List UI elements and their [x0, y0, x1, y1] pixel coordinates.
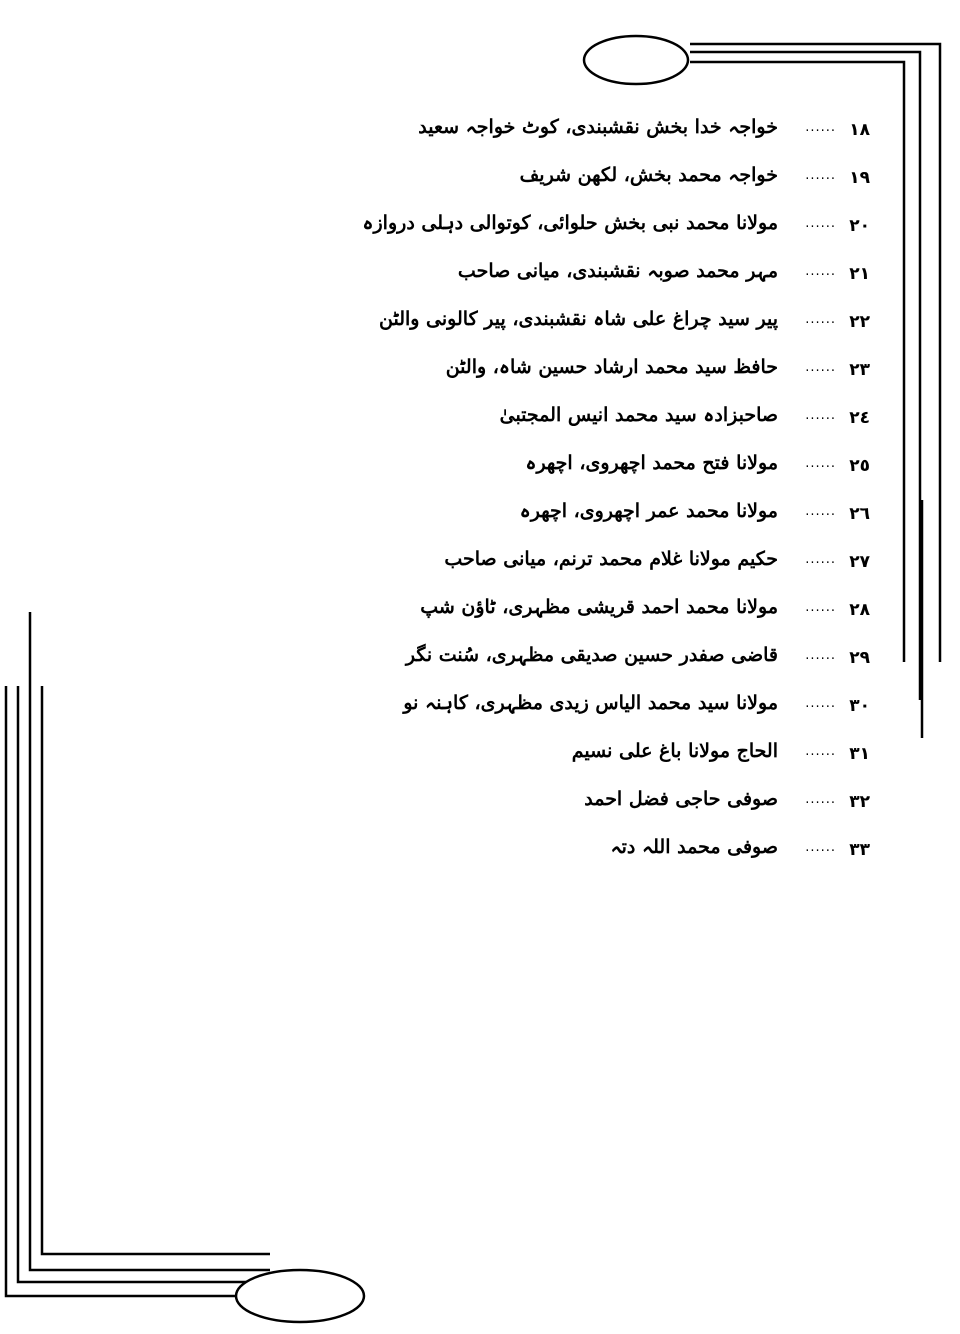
toc-entry-number: ٢٠	[849, 216, 870, 236]
bottom-left-corner-ornament	[6, 612, 364, 1322]
toc-entry	[430, 350, 870, 398]
toc-entry	[418, 110, 870, 158]
toc-dot-leader: ......	[805, 456, 836, 471]
toc-entry-number: ٢٣	[849, 360, 870, 380]
toc-dot-leader: ......	[805, 840, 836, 855]
toc-entry-number: ٣٢	[849, 792, 870, 812]
toc-entry-title: قاضی صفدر حسین صدیقی مظہری، سُنت نگر	[405, 644, 778, 666]
toc-entry-number: ٢٧	[849, 552, 870, 572]
toc-entry-title: خواجہ محمد بخش، لکھن شریف	[519, 164, 778, 186]
toc-entry	[430, 542, 870, 590]
toc-entry-title: مولانا محمد نبی بخش حلوائی، کوتوالی دہلی دروازہ	[362, 212, 778, 234]
toc-entry-number: ٢٦	[849, 504, 870, 524]
toc-entry	[405, 638, 870, 686]
toc-entry-number: ١٨	[849, 120, 870, 140]
toc-entry-number: ٢١	[849, 264, 870, 284]
toc-dot-leader: ......	[805, 648, 836, 663]
toc-entry-number: ٢٤	[849, 408, 870, 428]
toc-entry	[362, 206, 870, 254]
toc-entry-title: حکیم مولانا غلام محمد ترنم، میانی صاحب	[444, 548, 778, 570]
toc-entry	[430, 830, 870, 878]
toc-entry-title: حافظ سید محمد ارشاد حسین شاہ، والٹن	[445, 356, 778, 378]
toc-entry	[430, 494, 870, 542]
toc-entry-title: صوفی حاجی فضل احمد	[584, 788, 778, 810]
toc-dot-leader: ......	[805, 792, 836, 807]
toc-dot-leader: ......	[805, 600, 836, 615]
toc-entry	[379, 302, 870, 350]
toc-dot-leader: ......	[805, 360, 836, 375]
toc-entry-number: ٣١	[849, 744, 870, 764]
toc-entry-title: خواجہ خدا بخش نقشبندی، کوٹ خواجہ سعید	[418, 116, 778, 138]
toc-dot-leader: ......	[805, 312, 836, 327]
toc-entry-title: الحاج مولانا باغ علی نسیم	[571, 740, 778, 762]
toc-dot-leader: ......	[805, 408, 836, 423]
toc-entry-title: مولانا فتح محمد اچھروی، اچھرہ	[525, 452, 778, 474]
toc-entry	[430, 446, 870, 494]
toc-entry-number: ٢٨	[849, 600, 870, 620]
toc-dot-leader: ......	[805, 120, 836, 135]
toc-entry-number: ٢٢	[849, 312, 870, 332]
toc-entry-number: ٣٠	[849, 696, 870, 716]
toc-entry-number: ١٩	[849, 168, 870, 188]
toc-entry	[430, 782, 870, 830]
toc-entry-number: ٣٣	[849, 840, 870, 860]
toc-entry	[420, 590, 870, 638]
toc-entry-title: پیر سید چراغ علی شاہ نقشبندی، پیر کالونی والٹن	[379, 308, 778, 330]
toc-dot-leader: ......	[805, 504, 836, 519]
toc-dot-leader: ......	[805, 744, 836, 759]
toc-entry-title: مولانا محمد احمد قریشی مظہری، ٹاؤن شپ	[420, 596, 778, 618]
toc-entry	[430, 734, 870, 782]
toc-dot-leader: ......	[805, 552, 836, 567]
toc-entry	[430, 158, 870, 206]
toc-entry-title: مولانا محمد عمر اچھروی، اچھرہ	[519, 500, 778, 522]
toc-entry	[430, 398, 870, 446]
toc-entry	[403, 686, 870, 734]
toc-entry	[430, 254, 870, 302]
toc-entry-number: ٢٩	[849, 648, 870, 668]
bottom-oval-ornament	[236, 1270, 364, 1322]
top-oval-ornament	[584, 36, 688, 84]
toc-entry-title: مہر محمد صوبہ نقشبندی، میانی صاحب	[457, 260, 778, 282]
toc-dot-leader: ......	[805, 168, 836, 183]
toc-entry-number: ٢٥	[849, 456, 870, 476]
table-of-contents	[362, 110, 870, 878]
toc-entry-title: صاحبزادہ سید محمد انیس المجتبیٰ	[499, 404, 778, 426]
toc-entry-title: مولانا سید محمد الیاس زیدی مظہری، کاہنہ نو	[403, 692, 778, 714]
toc-dot-leader: ......	[805, 264, 836, 279]
toc-entry-title: صوفی محمد اللہ دتہ	[610, 836, 778, 858]
toc-dot-leader: ......	[805, 696, 836, 711]
toc-dot-leader: ......	[805, 216, 836, 231]
